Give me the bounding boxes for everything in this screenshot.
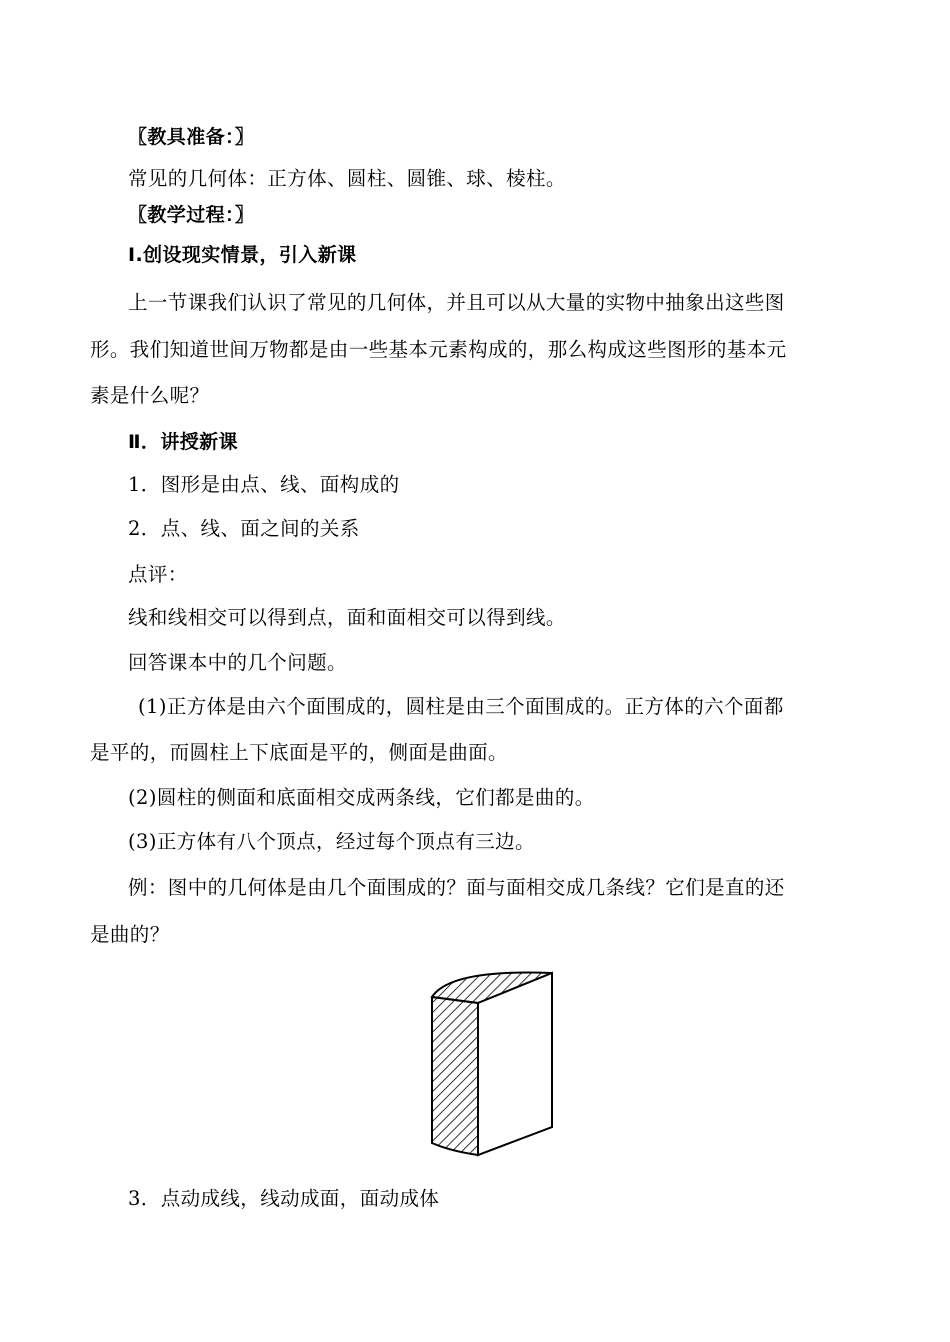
prep-text: 常见的几何体：正方体、圆柱、圆锥、球、棱柱。 — [128, 167, 566, 190]
section2-heading: Ⅱ．讲授新课 — [128, 431, 238, 453]
front-face — [478, 973, 552, 1155]
comment-label: 点评： — [128, 563, 188, 586]
list-item-3: 3．点动成线，线动成面，面动成体 — [128, 1187, 440, 1210]
section1-paragraph-line3: 素是什么呢？ — [90, 384, 210, 407]
section1-paragraph-line2: 形。我们知道世间万物都是由一些基本元素构成的，那么构成这些图形的基本元 — [90, 338, 787, 361]
section1-heading: Ⅰ.创设现实情景，引入新课 — [128, 244, 357, 266]
answer1-line2: 是平的，而圆柱上下底面是平的，侧面是曲面。 — [90, 741, 508, 764]
example-line1: 例：图中的几何体是由几个面围成的？面与面相交成几条线？它们是直的还 — [128, 876, 785, 899]
answer2: (2)圆柱的侧面和底面相交成两条线，它们都是曲的。 — [128, 786, 595, 809]
answer1-line1: (1)正方体是由六个面围成的，圆柱是由三个面围成的。正方体的六个面都 — [138, 695, 784, 718]
geometry-solid-figure — [420, 965, 565, 1165]
comment-text: 线和线相交可以得到点，面和面相交可以得到线。 — [128, 606, 566, 629]
example-line2: 是曲的？ — [90, 923, 170, 946]
section1-paragraph-line1: 上一节课我们认识了常见的几何体，并且可以从大量的实物中抽象出这些图 — [128, 291, 785, 314]
answer3: (3)正方体有八个顶点，经过每个顶点有三边。 — [128, 830, 535, 853]
list-item-1: 1．图形是由点、线、面构成的 — [128, 473, 400, 496]
prep-heading: 〖教具准备：〗 — [128, 126, 255, 148]
left-face — [432, 997, 478, 1155]
answer-intro: 回答课本中的几个问题。 — [128, 651, 347, 674]
process-heading: 〖教学过程：〗 — [128, 204, 255, 226]
list-item-2: 2．点、线、面之间的关系 — [128, 517, 360, 540]
